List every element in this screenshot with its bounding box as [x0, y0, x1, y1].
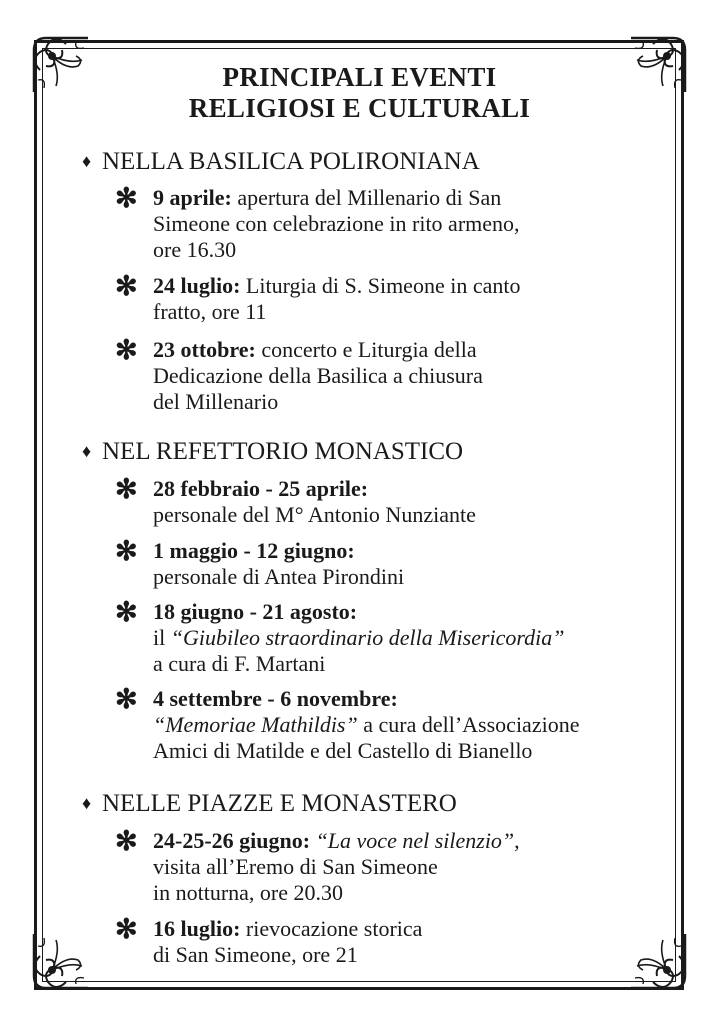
asterisk-icon: ✻: [115, 271, 138, 301]
asterisk-icon: ✻: [115, 335, 138, 365]
asterisk-icon: ✻: [115, 183, 138, 213]
asterisk-icon: ✻: [115, 597, 138, 627]
asterisk-icon: ✻: [115, 536, 138, 566]
page-title-line1: PRINCIPALI EVENTI: [222, 62, 497, 92]
asterisk-icon: ✻: [115, 474, 138, 504]
section-heading: ♦ NELLE PIAZZE E MONASTERO: [82, 790, 457, 817]
asterisk-icon: ✻: [115, 914, 138, 944]
asterisk-icon: ✻: [115, 826, 138, 856]
diamond-icon: ♦: [82, 151, 92, 171]
section-heading: ♦ NEL REFETTORIO MONASTICO: [82, 438, 464, 465]
ribbon-ornament-icon: [26, 926, 96, 996]
diamond-icon: ♦: [82, 441, 92, 461]
diamond-icon: ♦: [82, 793, 92, 813]
page-title-line2: RELIGIOSI E CULTURALI: [188, 93, 531, 123]
section-heading: ♦ NELLA BASILICA POLIRONIANA: [82, 148, 480, 175]
asterisk-icon: ✻: [115, 684, 138, 714]
